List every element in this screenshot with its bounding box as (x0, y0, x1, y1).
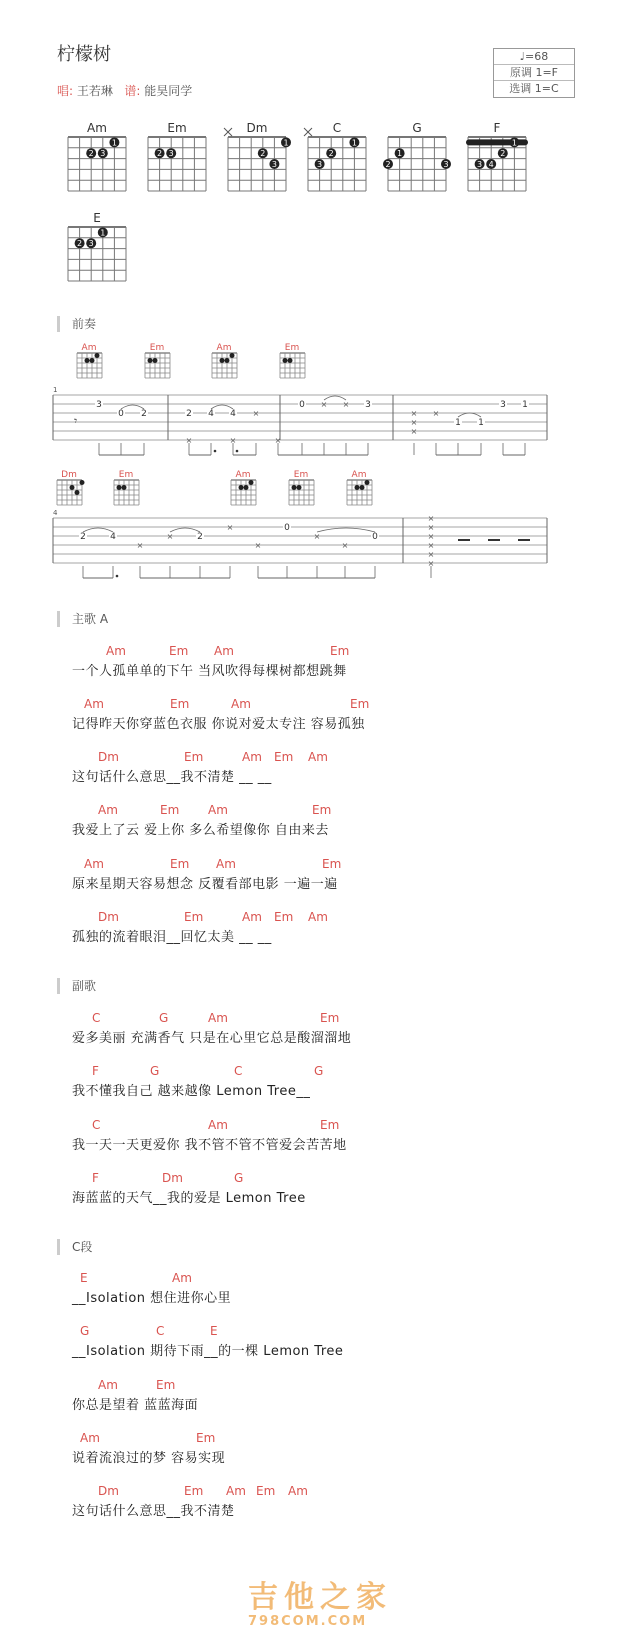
finger-number: 3 (443, 160, 449, 169)
mini-chord-name: Dm (61, 470, 77, 480)
chord-label: Em (330, 644, 350, 658)
mini-chord-name: Am (351, 470, 367, 480)
mini-chord-name: Am (81, 343, 97, 353)
mini-dot (288, 358, 293, 363)
chord-name: Dm (246, 121, 268, 135)
finger-number: 2 (88, 149, 94, 159)
chord-label: G (314, 1064, 324, 1078)
chord-name: C (332, 121, 342, 135)
chord-label: C (234, 1064, 243, 1078)
chord-label: Dm (98, 910, 119, 924)
chord-label: Am (214, 644, 234, 658)
mini-dot (239, 485, 244, 490)
lyric-text: 我不懂我自己 越来越像 Lemon Tree__ (72, 1084, 311, 1099)
chord-label: Em (312, 803, 332, 817)
chord-label: G (150, 1064, 160, 1078)
lyric-text: 一个人孤单单的下午 当风吹得每棵树都想跳舞 (72, 664, 347, 679)
chord-label: Am (226, 1484, 246, 1498)
finger-number: 3 (100, 149, 106, 159)
chord-label: Am (308, 910, 328, 924)
mini-chord-em (114, 470, 139, 505)
tab-x-mark: × (229, 436, 237, 445)
chord-label: Em (184, 1484, 204, 1498)
tab-row-2 (0, 462, 630, 592)
chord-label: Am (106, 644, 126, 658)
chord-diagram-am (68, 121, 126, 191)
chord-label: Am (231, 697, 251, 711)
finger-number: 1 (511, 138, 517, 148)
tab-x-mark: × (341, 541, 349, 550)
chord-name: Am (87, 121, 107, 135)
tab-x-mark: × (427, 514, 435, 523)
chord-label: E (80, 1271, 88, 1285)
mini-chord-am (347, 470, 372, 505)
chord-label: Am (208, 1011, 228, 1025)
tab-number: 2 (141, 409, 147, 419)
mini-chord-name: Am (216, 343, 232, 353)
tab-number: 1 (478, 418, 484, 428)
chord-label: Dm (98, 1484, 119, 1498)
tab-x-mark: × (254, 541, 262, 550)
tab-x-mark: × (185, 436, 193, 445)
tab-x-mark: × (252, 409, 260, 418)
chord-label: Em (156, 1378, 176, 1392)
chord-label: Am (98, 803, 118, 817)
section-chorus: 副歌 (57, 978, 96, 994)
finger-number: 1 (283, 138, 289, 148)
lyric-text: __Isolation 期待下雨__的一棵 Lemon Tree (72, 1344, 344, 1359)
mini-chord-am (212, 343, 237, 378)
watermark-site: 798COM.COM (248, 1614, 368, 1629)
lyric-text: 原来星期天容易想念 反覆看部电影 一遍一遍 (72, 877, 338, 892)
chord-label: Am (288, 1484, 308, 1498)
chord-label: Em (196, 1431, 216, 1445)
mini-dot (95, 353, 100, 358)
mini-dot (80, 480, 85, 485)
mini-dot (220, 358, 225, 363)
chord-diagram-em (148, 121, 206, 191)
tie-arc (83, 528, 113, 532)
mini-dot (365, 480, 370, 485)
mini-dot (90, 358, 95, 363)
tab-x-mark: × (320, 400, 328, 409)
chord-label: Am (84, 697, 104, 711)
finger-number: 1 (100, 228, 106, 238)
finger-number: 3 (88, 239, 94, 249)
tab-x-mark: × (313, 532, 321, 541)
chord-label: F (92, 1171, 99, 1185)
chord-label: Em (322, 857, 342, 871)
lyric-text: 记得昨天你穿蓝色衣服 你说对爱太专注 容易孤独 (72, 717, 365, 732)
chord-label: Em (274, 750, 294, 764)
chord-diagram-g (383, 121, 451, 191)
mini-dot (230, 353, 235, 358)
chord-diagram-c (304, 121, 366, 191)
chord-label: Em (169, 644, 189, 658)
tab-x-mark: × (432, 409, 440, 418)
finger-number: 1 (111, 138, 117, 148)
finger-number: 1 (351, 138, 357, 148)
chord-label: Em (184, 910, 204, 924)
mini-chord-name: Em (149, 343, 165, 353)
tab-x-mark: × (136, 541, 144, 550)
chord-label: Am (84, 857, 104, 871)
tab-x-mark: × (427, 541, 435, 550)
chord-label: Am (208, 1118, 228, 1132)
chord-diagram-dm (224, 121, 291, 191)
tab-x-mark: × (427, 559, 435, 568)
finger-number: 3 (168, 149, 174, 159)
tab-x-mark: × (166, 532, 174, 541)
mini-dot (355, 485, 360, 490)
mini-dot (122, 485, 127, 490)
mini-chord-dm (57, 470, 85, 505)
original-key: 原调 1=F (494, 65, 574, 81)
tab-row-1 (0, 340, 630, 460)
dot-mark (214, 450, 217, 453)
lyric-text: 这句话什么意思__我不清楚 __ __ (72, 770, 272, 785)
chord-label: G (234, 1171, 244, 1185)
tie-arc (317, 528, 375, 532)
dot-mark (116, 575, 119, 578)
watermark-brand: 吉他之家 (248, 1580, 392, 1615)
chord-label: Am (216, 857, 236, 871)
chord-label: Am (308, 750, 328, 764)
mini-chord-am (231, 470, 256, 505)
chord-label: Am (172, 1271, 192, 1285)
mini-dot (283, 358, 288, 363)
finger-number: 2 (385, 160, 391, 169)
chord-label: Am (98, 1378, 118, 1392)
tab-number: 4 (110, 532, 116, 542)
mini-dot (70, 485, 75, 490)
mini-dot (75, 490, 80, 495)
lyric-text: 孤独的流着眼泪__回忆太美 __ __ (72, 930, 272, 945)
tempo: ♩=68 (494, 49, 574, 65)
song-title: 柠檬树 (57, 44, 111, 65)
finger-number: 2 (260, 149, 266, 159)
chord-label: Em (274, 910, 294, 924)
tab-number: 0 (118, 409, 124, 419)
lyric-text: 爱多美丽 充满香气 只是在心里它总是酸溜溜地 (72, 1031, 352, 1046)
tab-x-mark: × (427, 532, 435, 541)
singer-name: 王若琳 (76, 84, 113, 98)
singer-label: 唱: (57, 84, 74, 98)
finger-number: 3 (477, 160, 483, 169)
finger-number: 1 (397, 149, 403, 159)
tab-number: 2 (197, 532, 203, 542)
tab-number: 3 (500, 400, 506, 410)
lyric-text: 海蓝蓝的天气__我的爱是 Lemon Tree (72, 1191, 306, 1206)
chord-label: Dm (162, 1171, 183, 1185)
tab-x-mark: × (342, 400, 350, 409)
chord-label: F (92, 1064, 99, 1078)
arranger-name: 能昊同学 (144, 84, 193, 98)
chord-label: Em (184, 750, 204, 764)
chord-name: Em (167, 121, 187, 135)
mini-chord-name: Am (235, 470, 251, 480)
tab-x-mark: × (410, 427, 418, 436)
chord-chart (0, 0, 630, 300)
section-c-part: C段 (57, 1239, 92, 1255)
finger-number: 3 (271, 160, 277, 169)
chord-name: F (493, 121, 501, 135)
chord-label: G (80, 1324, 90, 1338)
tab-number: 0 (284, 523, 290, 533)
mini-chord-name: Em (284, 343, 300, 353)
tab-number: 2 (186, 409, 192, 419)
tab-x-mark: × (274, 436, 282, 445)
chord-label: C (156, 1324, 165, 1338)
lyric-text: 我爱上了云 爱上你 多么希望像你 自由来去 (72, 823, 329, 838)
mini-chord-name: Em (293, 470, 309, 480)
tab-x-mark: × (410, 409, 418, 418)
lyric-text: 你总是望着 蓝蓝海面 (72, 1398, 199, 1413)
mini-chord-em (280, 343, 305, 378)
mini-chord-am (77, 343, 102, 378)
tab-number: 4 (208, 409, 214, 419)
chord-label: Am (208, 803, 228, 817)
finger-number: 2 (77, 239, 83, 249)
finger-number: 2 (328, 149, 334, 159)
chord-label: Em (320, 1118, 340, 1132)
tab-number: 3 (365, 400, 371, 410)
chord-label: Em (256, 1484, 276, 1498)
chord-label: Am (80, 1431, 100, 1445)
lyric-text: __Isolation 想住进你心里 (72, 1291, 232, 1306)
measure-number: 4 (53, 509, 58, 517)
chord-label: C (92, 1011, 101, 1025)
mini-dot (360, 485, 365, 490)
chord-diagram-f (466, 121, 528, 191)
mini-dot (292, 485, 297, 490)
chord-label: G (159, 1011, 169, 1025)
finger-number: 4 (488, 160, 494, 169)
tab-number: 4 (230, 409, 236, 419)
mini-chord-em (289, 470, 314, 505)
mini-dot (297, 485, 302, 490)
mini-dot (153, 358, 158, 363)
chord-label: Em (170, 857, 190, 871)
chord-label: Em (320, 1011, 340, 1025)
mini-dot (117, 485, 122, 490)
chord-label: C (92, 1118, 101, 1132)
tab-number: 0 (299, 400, 305, 410)
chord-label: Dm (98, 750, 119, 764)
arranger-label: 谱: (124, 84, 141, 98)
chord-label: Am (242, 910, 262, 924)
finger-number: 2 (157, 149, 163, 159)
finger-number: 2 (500, 149, 506, 159)
section-intro: 前奏 (57, 316, 96, 332)
mini-dot (148, 358, 153, 363)
chord-label: Em (160, 803, 180, 817)
tab-x-mark: × (226, 523, 234, 532)
chord-label: Em (170, 697, 190, 711)
mini-chord-name: Em (118, 470, 134, 480)
mini-chord-em (145, 343, 170, 378)
chord-diagram-e (68, 211, 126, 281)
mini-dot (244, 485, 249, 490)
dot-mark (236, 450, 239, 453)
tab-number: 1 (522, 400, 528, 410)
tab-x-mark: × (427, 523, 435, 532)
section-verse-a: 主歌 A (57, 611, 108, 627)
mini-dot (249, 480, 254, 485)
mini-dot (225, 358, 230, 363)
chord-name: E (93, 211, 101, 225)
mini-dot (85, 358, 90, 363)
chord-label: Em (350, 697, 370, 711)
lyric-text: 这句话什么意思__我不清楚 (72, 1504, 235, 1519)
tab-number: 1 (455, 418, 461, 428)
measure-number: 1 (53, 386, 58, 394)
chord-label: E (210, 1324, 218, 1338)
tab-number: 0 (372, 532, 378, 542)
tie-arc (458, 413, 481, 417)
lyric-text: 说着流浪过的梦 容易实现 (72, 1451, 226, 1466)
tab-x-mark: × (427, 550, 435, 559)
rest-symbol: 𝄾 (74, 414, 78, 428)
tab-number: 3 (96, 400, 102, 410)
tab-x-mark: × (410, 418, 418, 427)
chord-label: Am (242, 750, 262, 764)
finger-number: 3 (317, 160, 323, 169)
chord-name: G (412, 121, 422, 135)
chosen-key: 选调 1=C (509, 82, 559, 95)
tab-number: 2 (80, 532, 86, 542)
lyric-text: 我一天一天更爱你 我不管不管不管爱会苦苦地 (72, 1138, 347, 1153)
tie-arc (170, 528, 200, 532)
